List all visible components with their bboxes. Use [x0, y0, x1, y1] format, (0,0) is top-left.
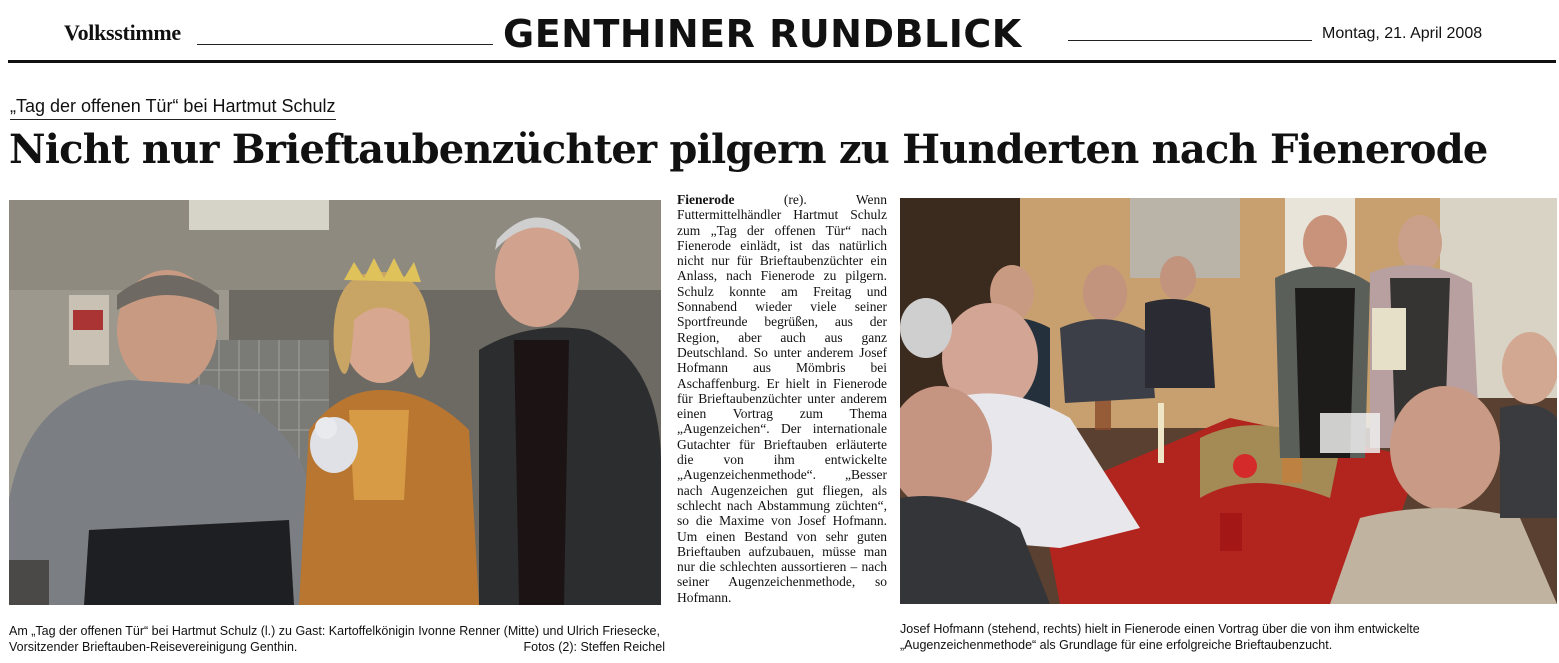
photo-left-caption-text: Am „Tag der offenen Tür“ bei Hartmut Schulz (l.) zu Gast: Kartoffelkönigin Ivonne Renner (Mitte) und Ulrich Friesecke, Vorsitzender Brieftauben-Reisevereinigung Genthin. — [9, 624, 660, 654]
masthead — [0, 0, 1559, 64]
photo-potato-queen-and-guests — [9, 200, 661, 605]
masthead-rule-right — [1068, 40, 1312, 41]
photo-right-caption: Josef Hofmann (stehend, rechts) hielt in Fienerode einen Vortrag über die von ihm entwickelte „Augenzeichenmethode“ als Grundlage für eine erfolgreiche Brieftaubenzucht. — [900, 622, 1420, 652]
article-kicker: „Tag der offenen Tür“ bei Hartmut Schulz — [10, 96, 336, 120]
article-body — [677, 192, 887, 605]
masthead-rule-left — [197, 44, 493, 45]
article-body-text: Wenn Futtermittelhändler Hartmut Schulz zum „Tag der offenen Tür“ nach Fienerode einlädt, ist das natürlich nicht nur für Brieftaubenzüchter ein Anlass, nach Fienerode zu pilgern. Schulz konnte am Freitag und Sonnabend wieder viele seiner Sportfreunde begrüßen, aus der Region, aber auch aus ganz Deutschland. So unter anderem Josef Hofmann aus Mömbris bei Aschaffenburg. Er hielt in Fienerode für Brieftaubenzüchter unter anderem einen Vortrag zum Thema „Augenzeichen“. Der internationale Gutachter für Brieftauben erläuterte die von ihm entwickelte „Augenzeichenmethode“. „Besser nach Augenzeichen gut fliegen, als schlecht nach Abstammung züchten“, so die Maxime von Josef Hofmann. Um einen Bestand von sehr guten Brieftauben aufzubauen, müsse man nur die schlechten aussortieren – nach seiner Augenzeichenmethode, so Hofmann. — [677, 192, 887, 605]
article-dateline-suffix: (re). — [734, 192, 856, 207]
issue-date: Montag, 21. April 2008 — [1322, 25, 1483, 42]
section-title: GENTHINER RUNDBLICK — [503, 12, 1022, 56]
article-dateline: Fienerode — [677, 192, 735, 207]
masthead-divider — [8, 60, 1556, 63]
photo-credit: Fotos (2): Steffen Reichel — [523, 640, 665, 654]
newspaper-name: Volksstimme — [64, 20, 181, 45]
photo-lecture-josef-hofmann — [900, 198, 1557, 604]
photo-left-caption — [9, 623, 665, 655]
article-headline: Nicht nur Brieftaubenzüchter pilgern zu Hunderten nach Fienerode — [9, 126, 1488, 173]
